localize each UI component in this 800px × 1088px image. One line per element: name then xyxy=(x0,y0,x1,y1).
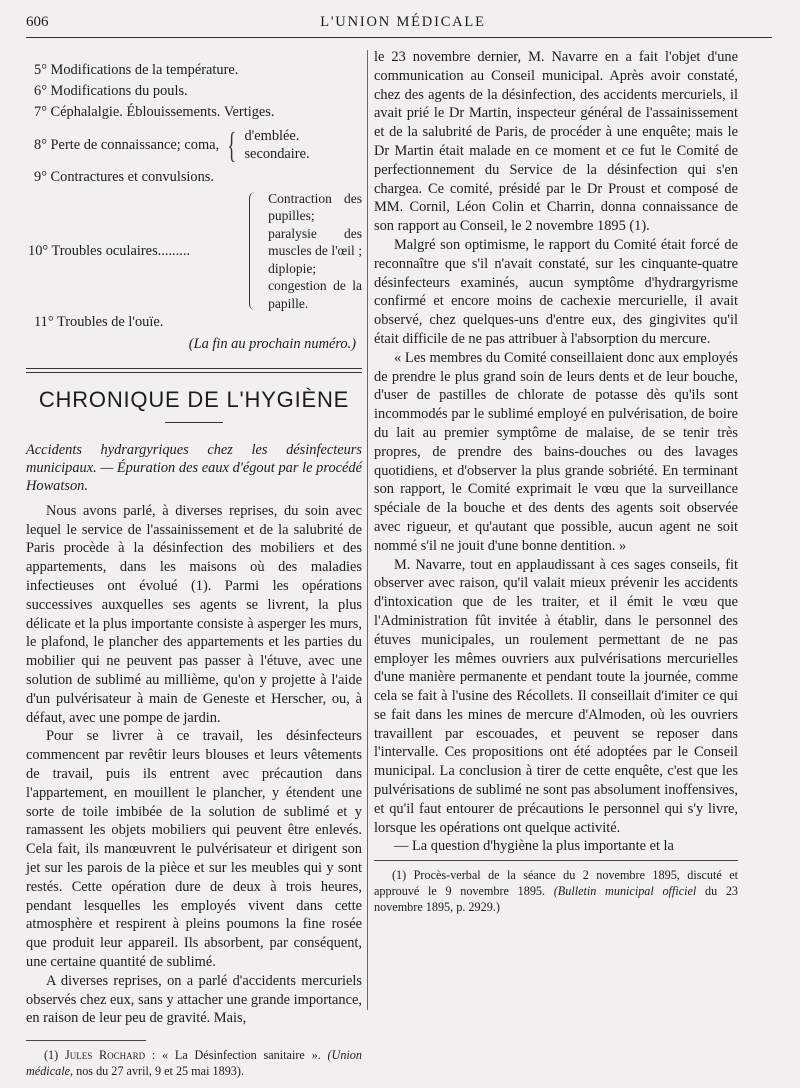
list-item-options xyxy=(244,127,309,163)
footnote-bulletin: (Bulletin municipal officiel xyxy=(553,884,697,899)
continuation-note: (La fin au prochain numéro.) xyxy=(188,336,356,352)
footnote-marker: (1) xyxy=(44,1048,59,1063)
footnote-rule xyxy=(26,1040,146,1041)
list-item: 6° Modifications du pouls. xyxy=(34,83,188,99)
option-text: d'emblée. xyxy=(244,128,300,144)
footnote xyxy=(26,1047,362,1079)
footnote-text: Procès-verbal de la séance du 2 novembre 1895, discuté et approuvé le 9 novembre 1895. xyxy=(374,868,738,899)
list-item xyxy=(26,123,362,167)
paragraph: Pour se livrer à ce travail, les désinfecteurs commencent par revêtir leurs blouses et leurs vêtements de travail, puis ils entrent avec précaution dans l'appartement, en mouillent le plancher, y étendent une sorte de toile imbibée de la solution de sublimé et y ramassent les objets mobiliers qui peuvent être enlevés. Cela fait, ils manœuvrent le pulvérisateur et dirigent son jet sur les parois de la pièce et sur les meubles qui y sont restés. Cette opération dure de deux à trois heures, pendant lesquelles les employés vivent dans cette atmosphère et respirent à pleins poumons la fine rosée que produit leur appareil. Ils absorbent, par conséquent, une certaine quantité de sublimé. xyxy=(26,728,362,970)
paragraph: Nous avons parlé, à diverses reprises, du soin avec lequel le service de l'assainissement et de la salubrité de Paris procède à la désinfection des mobiliers et des appartements, dans les maisons où des maladies infectieuses ont évolué (1). Parmi les opérations successives auxquelles ses agents se livrent, la plus délicate et la plus importante consiste à asperger les murs, le plafond, le plancher des appartements et les parties du mobilier qui ne peuvent pas passer à l'étuve, avec une solution de sublimé au millième, qu'on y projette à l'aide d'un pulvérisateur à main de Geneste et Herscher, ou, à défaut, avec une pompe de jardin. xyxy=(26,502,362,726)
page-number: 606 xyxy=(26,14,49,30)
brace: { xyxy=(227,125,237,165)
footnote-text: : « La Désinfection sanitaire ». xyxy=(145,1048,328,1063)
list-item: 9° Contractures et convulsions. xyxy=(34,169,215,185)
list-item-description: Contraction des pupilles; paralysie des muscles de l'œil ; diplopie; congestion de la papille. xyxy=(268,191,362,311)
paragraph: le 23 novembre dernier, M. Navarre en a fait l'objet d'une communication au Conseil municipal. Après avoir constaté, chez des agents de la désinfection, des accidents mercuriels, il avait prié le Dr Martin, inspecteur général de l'assainissement et de la salubrité de Paris, de procéder à une enquête; mais le Dr Martin était malade en ce moment et ce fut le Comité de perfectionnement du Service de la désinfection qui s'en chargea. Ce comité, présidé par le Dr Proust et composé de MM. Cornil, Léon Colin et Charrin, donna connaissance de son rapport au Conseil, le 2 novembre 1895 (1). xyxy=(374,49,738,235)
list-item: 11° Troubles de l'ouïe. xyxy=(34,314,164,330)
header-rule xyxy=(26,37,772,38)
column-divider xyxy=(367,50,368,1010)
symptom-list xyxy=(26,60,362,354)
section-separator xyxy=(26,368,362,373)
section-title: CHRONIQUE DE L'HYGIÈNE xyxy=(38,386,350,412)
list-item: 7° Céphalalgie. Éblouissements. Vertiges. xyxy=(34,104,275,120)
footnote xyxy=(374,867,738,915)
page-header xyxy=(26,12,780,38)
paragraph: M. Navarre, tout en applaudissant à ces sages conseils, fit observer avec raison, qu'il valait mieux prévenir les accidents d'intoxication que de les traiter, et il émit le vœu que l'Administration fût invitée à établir, dans le personnel des étuves municipales, un roulement permettant de ne pas employer les mêmes ouvriers aux pulvérisations mercurielles d'une manière permanente et pendant toute la journée, comme cela se fait à l'usine des Récollets. Il conseillait d'imiter ce qui se fait dans les mines de mercure d'Almoden, où les ouvriers travaillent par escouades, et peuvent se reposer dans l'intervalle. Ces propositions ont été adoptées par le Conseil municipal. La conclusion à tirer de cette enquête, c'est que les pulvérisations de sublimé ne sont pas absolument inoffensives, et qu'il faut entourer de précautions le personnel qui s'y livre, lorsque les opérations ont quelque activité. xyxy=(374,556,738,836)
paragraph: A diverses reprises, on a parlé d'accidents mercuriels observés chez eux, sans y attacher une grande importance, en raison de leur peu de gravité. Mais, xyxy=(26,972,362,1027)
footnote-author: Jules Rochard xyxy=(64,1048,146,1063)
footnote-rule xyxy=(374,860,738,861)
list-item-label: 10° Troubles oculaires......... xyxy=(28,242,191,259)
footnote-marker: (1) xyxy=(392,868,407,883)
paragraph: Malgré son optimisme, le rapport du Comité était forcé de reconnaître que s'il n'avait constaté, sur les cinquante-quatre désinfecteurs examinés, aucun symptôme d'hydrargyrisme confirmé et encore moins de cachexie mercurielle, il avait observé, chez quelques-uns d'entre eux, des gingivites qu'il était difficile de ne pas attribuer à l'absorption du mercure. xyxy=(374,236,738,347)
journal-title: L'UNION MÉDICALE xyxy=(320,14,486,30)
brace xyxy=(249,192,260,310)
list-item-label: 8° Perte de connaissance; coma, xyxy=(34,136,220,153)
paragraph: « Les membres du Comité conseillaient donc aux employés de prendre le plus grand soin de leurs dents et de leur bouche, d'user de pastilles de chlorate de potasse dès qu'ils sont incommodés par le sublimé employé en pulvérisation, de boire du lait au premier symptôme de malaise, de se tenir très propres, de prendre des bains-douches ou des lavages quotidiens, et d'observer la plus grande sobriété. En terminant son rapport, le Comité exprimait le vœu que la surveillance spéciale de la bouche et des dents des agents soit observée avec rigueur, et qu'autant que possible, aucun agent ne soit nommé s'il ne jouit d'une bonne dentition. » xyxy=(374,349,738,554)
list-item: 5° Modifications de la température. xyxy=(34,62,239,78)
list-item xyxy=(26,190,362,312)
title-rule xyxy=(165,422,223,423)
section-subtitle: Accidents hydrargyriques chez les désinfecteurs municipaux. — Épuration des eaux d'égout par le procédé Howatson. xyxy=(26,441,362,495)
left-column xyxy=(26,48,362,1079)
footnote-journal: (Union médicale xyxy=(26,1048,362,1079)
option-text: secondaire. xyxy=(244,146,310,162)
footnote-text: du 23 novembre 1895, p. 2929.) xyxy=(374,884,739,915)
right-column xyxy=(374,48,738,915)
paragraph: — La question d'hygiène la plus importante et la xyxy=(394,838,674,855)
footnote-text: , nos du 27 avril, 9 et 25 mai 1893). xyxy=(70,1064,244,1079)
